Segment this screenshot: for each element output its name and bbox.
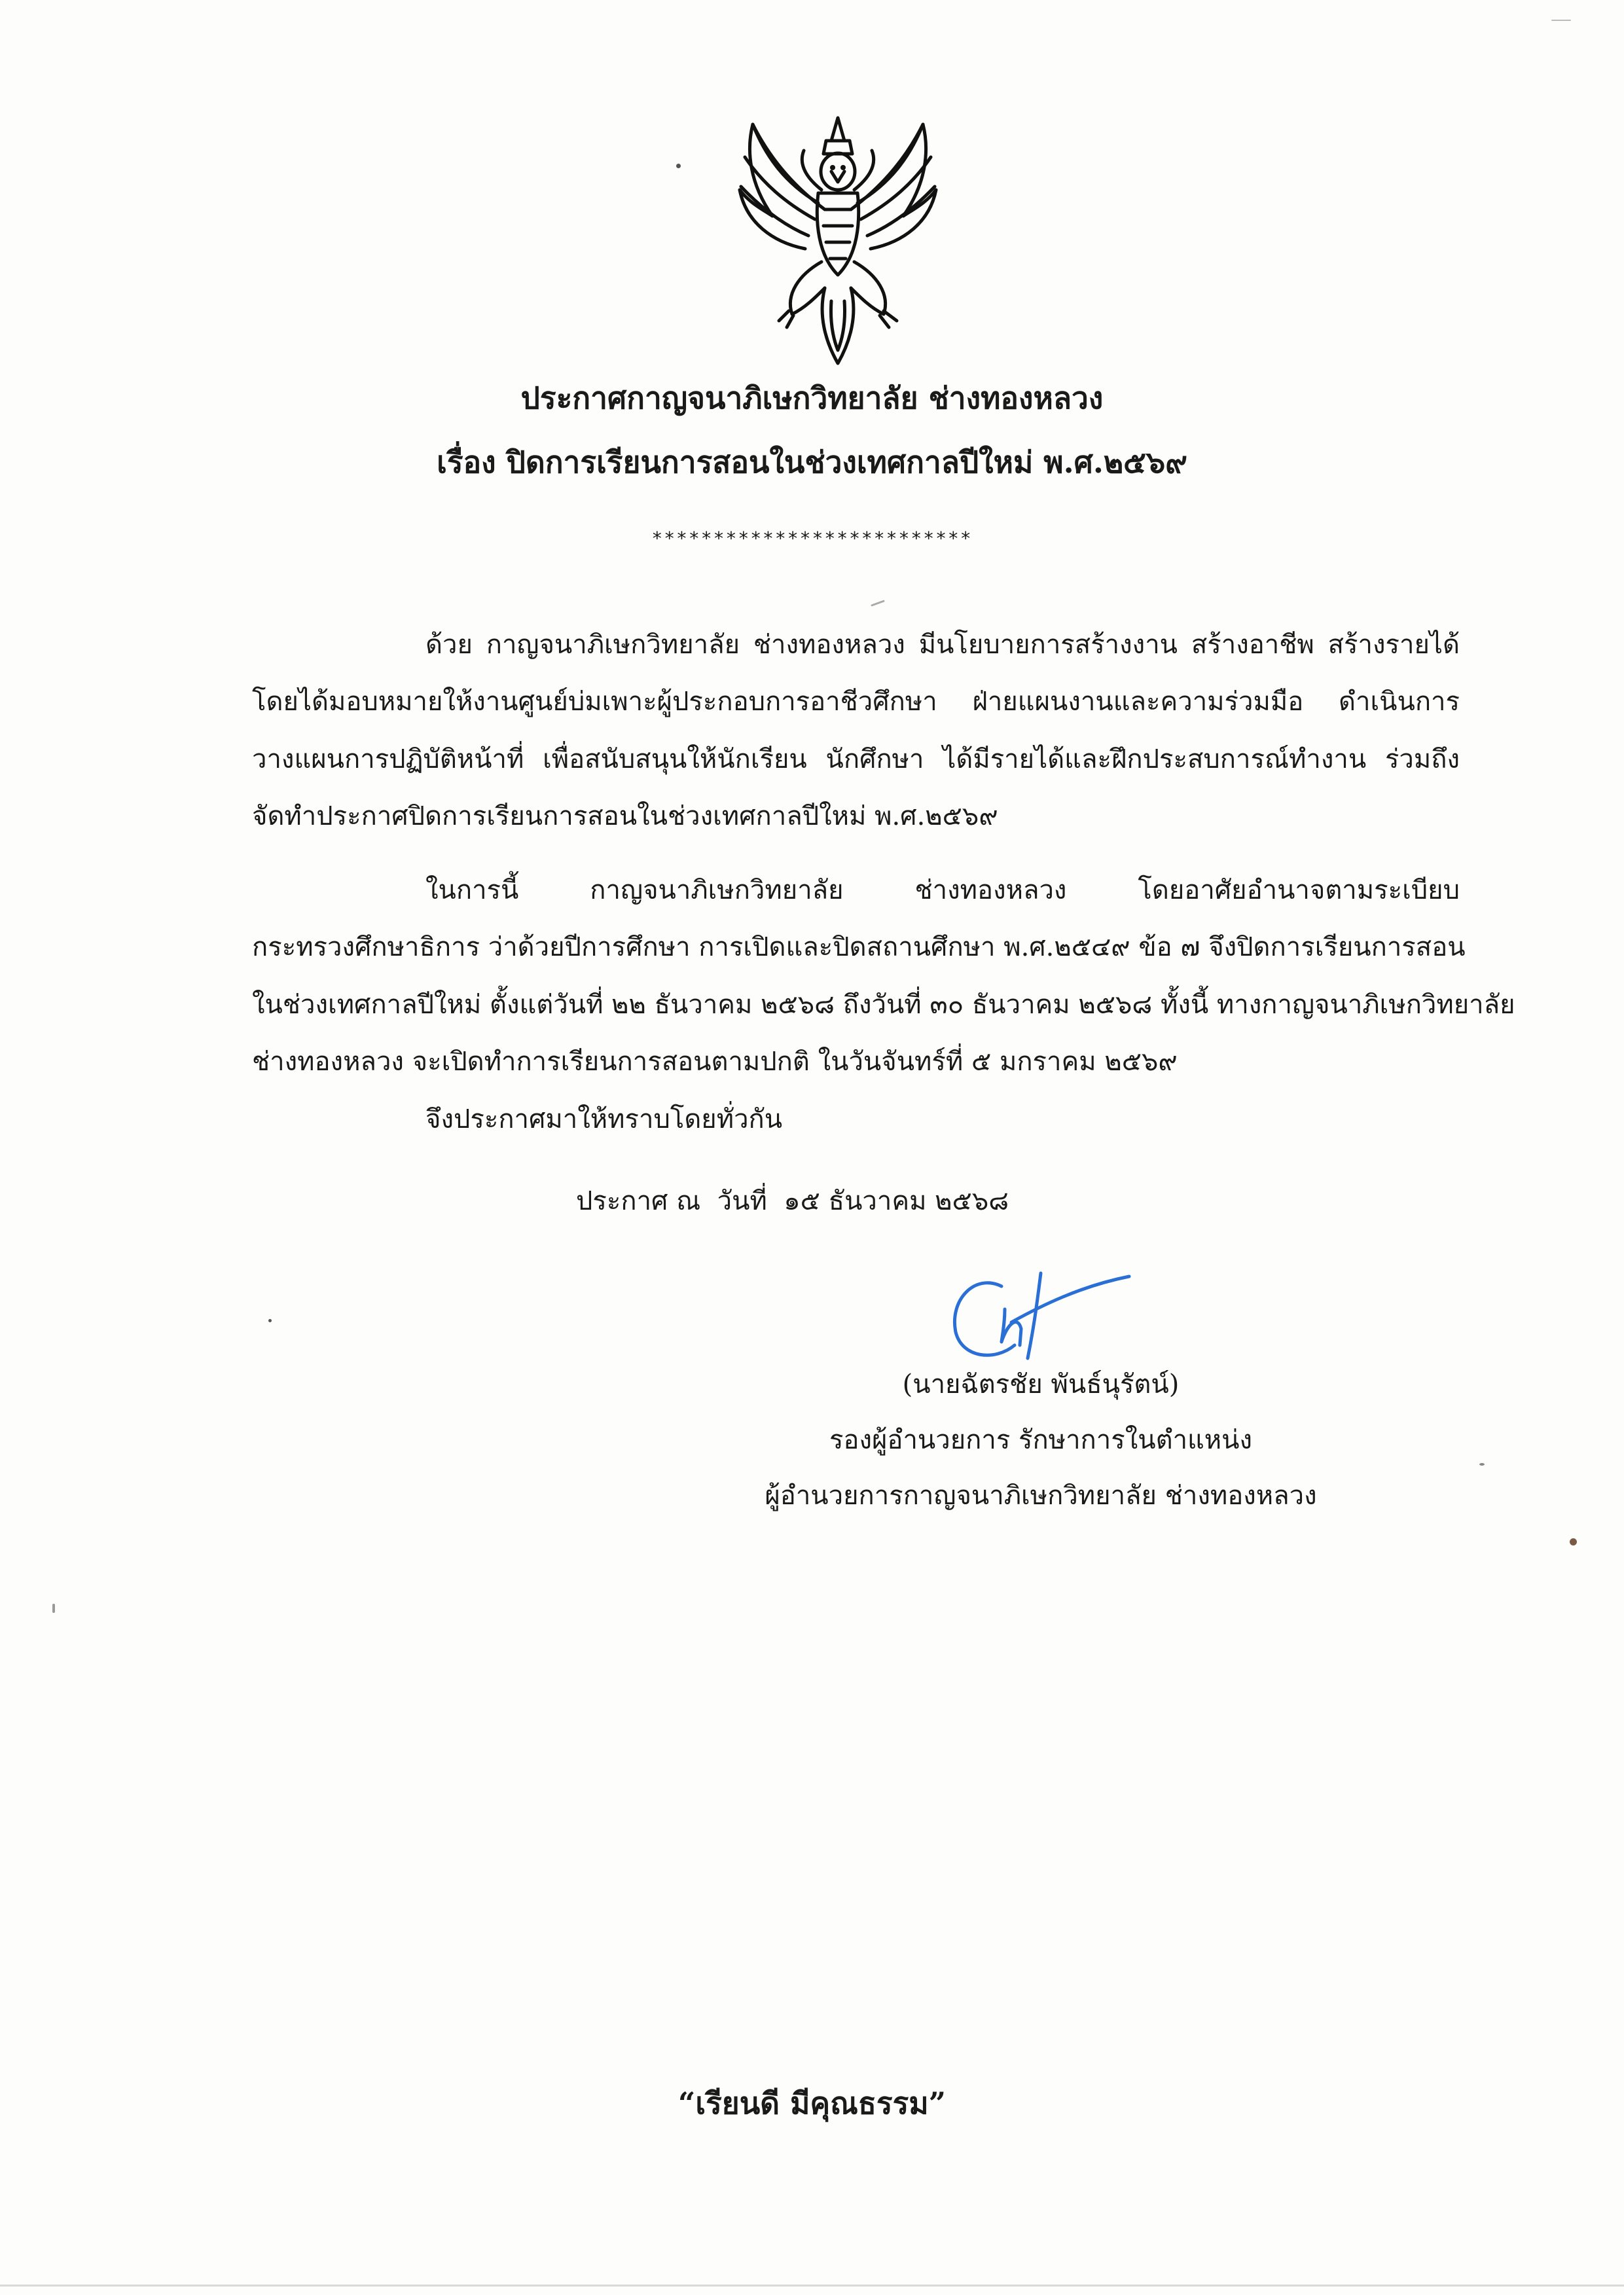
paragraph1-line4: จัดทำประกาศปิดการเรียนการสอนในช่วงเทศกาลปีใหม่ พ.ศ.๒๕๖๙ [252,801,998,831]
paragraph2-line4: ช่างทองหลวง จะเปิดทำการเรียนการสอนตามปกติ ในวันจันทร์ที่ ๕ มกราคม ๒๕๖๙ [252,1047,1178,1077]
scan-speck [52,1604,55,1613]
college-motto: “เรียนดี มีคุณธรรม” [677,2086,947,2121]
paragraph2-line1: ในการนี้ กาญจนาภิเษกวิทยาลัย ช่างทองหลวง โดยอาศัยอำนาจตามระเบียบ [425,875,1460,905]
handwritten-signature-icon [943,1260,1132,1371]
scan-speck [1570,1538,1577,1545]
paragraph1-line3: วางแผนการปฏิบัติหน้าที่ เพื่อสนับสนุนให้นักเรียน นักศึกษา ได้มีรายได้และฝึกประสบการณ์ทำงาน ร่วมถึง [252,744,1460,774]
garuda-emblem-icon [727,111,949,370]
paragraph2-line3: ในช่วงเทศกาลปีใหม่ ตั้งแต่วันที่ ๒๒ ธันวาคม ๒๕๖๘ ถึงวันที่ ๓๐ ธันวาคม ๒๕๖๘ ทั้งนี้ ทางกาญจนาภิเษกวิทยาลัย [252,990,1515,1020]
announcement-date: ประกาศ ณ วันที่ ๑๕ ธันวาคม ๒๕๖๘ [576,1186,1009,1216]
paragraph1-line2: โดยได้มอบหมายให้งานศูนย์บ่มเพาะผู้ประกอบการอาชีวศึกษา ฝ่ายแผนงานและความร่วมมือ ดำเนินการ [252,687,1460,717]
closing-statement: จึงประกาศมาให้ทราบโดยทั่วกัน [425,1104,783,1134]
scan-speck [676,164,681,168]
scan-speck [268,1319,272,1322]
scan-speck [1479,1463,1485,1466]
announcement-title: ประกาศกาญจนาภิเษกวิทยาลัย ช่างทองหลวง [520,380,1104,416]
signatory-position: รองผู้อำนวยการ รักษาการในตำแหน่ง [829,1425,1253,1455]
scan-speck [871,600,885,606]
signatory-name: (นายฉัตรชัย พันธ์นุรัตน์) [902,1369,1180,1400]
title-separator: ************************** [651,528,973,549]
scan-speck [1551,20,1571,21]
scan-edge [0,2285,1624,2286]
paragraph1-line1: ด้วย กาญจนาภิเษกวิทยาลัย ช่างทองหลวง มีนโยบายการสร้างงาน สร้างอาชีพ สร้างรายได้ [425,630,1460,660]
paragraph2-line2: กระทรวงศึกษาธิการ ว่าด้วยปีการศึกษา การเปิดและปิดสถานศึกษา พ.ศ.๒๕๔๙ ข้อ ๗ จึงปิดการเรียนการสอน [252,932,1466,962]
signatory-title: ผู้อำนวยการกาญจนาภิเษกวิทยาลัย ช่างทองหลวง [765,1481,1317,1511]
announcement-subject: เรื่อง ปิดการเรียนการสอนในช่วงเทศกาลปีใหม่ พ.ศ.๒๕๖๙ [437,444,1187,480]
